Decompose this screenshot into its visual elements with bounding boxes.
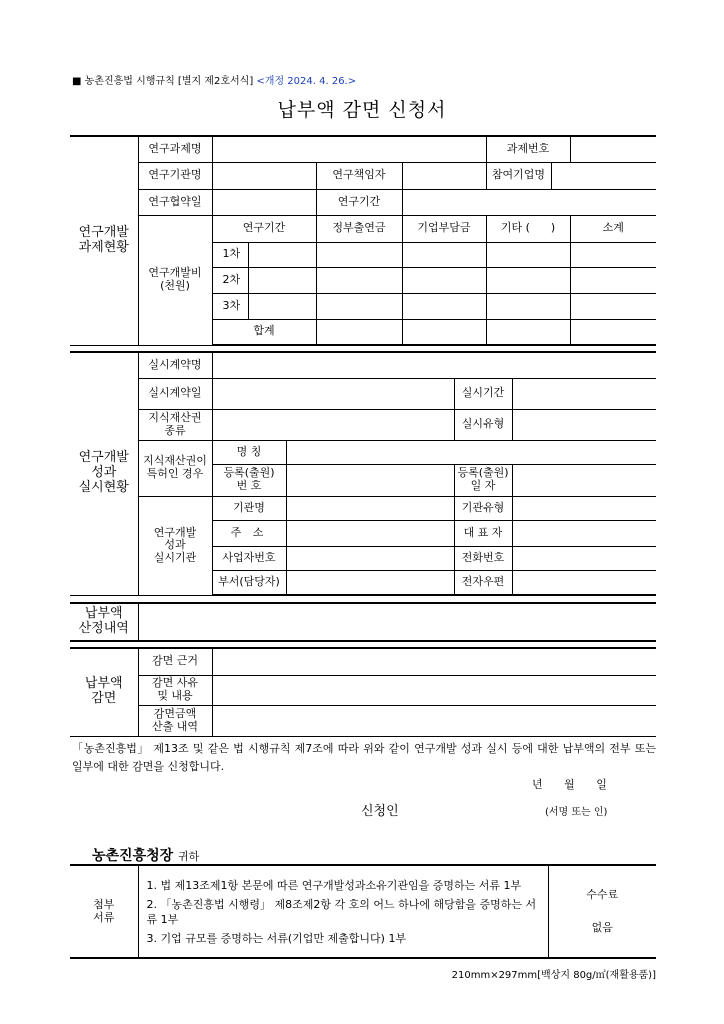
- revision-date: <개정 2024. 4. 26.>: [256, 76, 357, 87]
- section-result-label: 연구개발 성과 실시현황: [70, 352, 138, 595]
- label-rd-cost: 연구개발비 (천원): [138, 215, 212, 345]
- attachments-label: 첨부 서류: [70, 865, 138, 958]
- label-reg-no: 등록(출원) 번 호: [212, 464, 286, 496]
- label-ip-type: 지식재산권 종류: [138, 409, 212, 440]
- input-participating[interactable]: [552, 163, 657, 189]
- year-3-other[interactable]: [486, 293, 570, 319]
- date-line[interactable]: 년 월 일: [532, 778, 607, 791]
- input-agreement-date[interactable]: [212, 189, 316, 215]
- applicant-label: 신청인: [361, 804, 399, 819]
- year-1-company[interactable]: [402, 242, 486, 267]
- label-org-type: 기관유형: [454, 496, 512, 520]
- label-contract-name: 실시계약명: [138, 352, 212, 378]
- header-cost-period: 연구기간: [212, 215, 316, 242]
- attachment-item: 1. 법 제13조제1항 본문에 따른 연구개발성과소유기관임을 증명하는 서류 1부: [146, 878, 522, 892]
- input-representative[interactable]: [512, 520, 656, 546]
- section-payment-label: 납부액 산정내역: [70, 603, 138, 641]
- label-agreement-date: 연구협약일: [138, 189, 212, 215]
- label-exec-org: 연구개발 성과 실시기관: [138, 496, 212, 595]
- year-1-label: 1차: [212, 242, 248, 267]
- year-2-label: 2차: [212, 267, 248, 293]
- year-2-period[interactable]: [248, 267, 316, 293]
- label-participating: 참여기업명: [487, 163, 552, 189]
- fee-cell: [548, 865, 656, 958]
- input-reg-date[interactable]: [512, 464, 656, 496]
- payment-calc-table: [70, 602, 656, 642]
- year-3-company[interactable]: [402, 293, 486, 319]
- recipient-suffix: 귀하: [178, 850, 200, 863]
- form-ref-text: ■ 농촌진흥법 시행규칙 [별지 제2호서식]: [72, 76, 254, 87]
- label-pi: 연구책임자: [316, 162, 402, 189]
- label-biz-no: 사업자번호: [212, 546, 286, 570]
- label-org-name: 기관명: [212, 496, 286, 520]
- label-project-no: 과제번호: [486, 136, 570, 162]
- year-1-other[interactable]: [486, 242, 570, 267]
- header-gov-fund: 정부출연금: [316, 215, 402, 242]
- input-contract-date[interactable]: [212, 378, 454, 409]
- total-label: 합계: [212, 319, 316, 345]
- input-org-name[interactable]: [286, 496, 454, 520]
- header-other: 기타 ( ): [486, 215, 570, 242]
- input-exec-type[interactable]: [512, 409, 656, 440]
- attachments-table: [70, 864, 656, 959]
- label-basis: 감면 근거: [138, 648, 212, 675]
- year-3-subtotal[interactable]: [570, 293, 656, 319]
- label-patent-case: 지식재산권이 특허인 경우: [138, 440, 212, 496]
- input-reason[interactable]: [212, 675, 656, 705]
- attachment-item: 2. 「농촌진흥법 시행령」 제8조제2항 각 호의 어느 하나에 해당함을 증명하는 서류 1부: [146, 897, 537, 926]
- total-other[interactable]: [486, 319, 570, 345]
- total-gov[interactable]: [316, 319, 402, 345]
- year-1-subtotal[interactable]: [570, 242, 656, 267]
- input-org-type[interactable]: [512, 496, 656, 520]
- result-status-table: [70, 351, 656, 596]
- participating-cell: [486, 162, 656, 189]
- input-institution[interactable]: [212, 162, 316, 189]
- label-exec-period: 실시기간: [454, 378, 512, 409]
- application-statement: 「농촌진흥법」 제13조 및 같은 법 시행규칙 제7조에 따라 위와 같이 연구개발 성과 실시 등에 대한 납부액의 전부 또는 일부에 대한 감면을 신청합니다.: [72, 742, 656, 773]
- label-period: 연구기간: [316, 189, 402, 215]
- year-3-label: 3차: [212, 293, 248, 319]
- fee-label: 수수료: [586, 887, 619, 901]
- total-company[interactable]: [402, 319, 486, 345]
- form-reference: [72, 72, 356, 87]
- attachments-list: [138, 865, 548, 958]
- year-2-other[interactable]: [486, 267, 570, 293]
- label-project-name: 연구과제명: [138, 136, 212, 162]
- header-subtotal: 소계: [570, 215, 656, 242]
- input-email[interactable]: [512, 570, 656, 595]
- section-reduction-label: 납부액 감면: [70, 648, 138, 736]
- page-title: 납부액 감면 신청서: [277, 99, 447, 121]
- label-institution: 연구기관명: [138, 162, 212, 189]
- input-basis[interactable]: [212, 648, 656, 675]
- input-reg-no[interactable]: [286, 464, 454, 496]
- recipient: [92, 845, 199, 865]
- paper-spec: 210mm×297mm[백상지 80g/㎡(재활용품)]: [451, 970, 656, 981]
- input-exec-period[interactable]: [512, 378, 656, 409]
- reduction-table: [70, 647, 656, 737]
- signature-note: (서명 또는 인): [545, 807, 608, 818]
- input-project-name[interactable]: [212, 136, 486, 162]
- input-dept[interactable]: [286, 570, 454, 595]
- year-1-gov[interactable]: [316, 242, 402, 267]
- year-2-subtotal[interactable]: [570, 267, 656, 293]
- input-ip-type[interactable]: [212, 409, 454, 440]
- recipient-name: 농촌진흥청장: [92, 848, 174, 864]
- label-patent-name: 명 칭: [212, 440, 286, 464]
- input-patent-name[interactable]: [286, 440, 656, 464]
- label-dept: 부서(담당자): [212, 570, 286, 595]
- input-calc[interactable]: [212, 705, 656, 736]
- label-email: 전자우편: [454, 570, 512, 595]
- header-company-fund: 기업부담금: [402, 215, 486, 242]
- section-project-label: 연구개발 과제현황: [70, 136, 138, 345]
- input-period[interactable]: [402, 189, 656, 215]
- input-payment-calc[interactable]: [138, 603, 656, 641]
- year-1-period[interactable]: [248, 242, 316, 267]
- fee-value: 없음: [591, 920, 613, 934]
- label-address: 주 소: [212, 520, 286, 546]
- input-pi[interactable]: [402, 162, 486, 189]
- year-2-gov[interactable]: [316, 267, 402, 293]
- project-status-table: [70, 135, 656, 346]
- label-reg-date: 등록(출원) 일 자: [454, 464, 512, 496]
- label-reason: 감면 사유 및 내용: [138, 675, 212, 705]
- label-contract-date: 실시계약일: [138, 378, 212, 409]
- year-3-gov[interactable]: [316, 293, 402, 319]
- total-subtotal[interactable]: [570, 319, 656, 345]
- label-exec-type: 실시유형: [454, 409, 512, 440]
- attachment-item: 3. 기업 규모를 증명하는 서류(기업만 제출합니다) 1부: [146, 931, 407, 945]
- input-biz-no[interactable]: [286, 546, 454, 570]
- label-phone: 전화번호: [454, 546, 512, 570]
- label-calc: 감면금액 산출 내역: [138, 705, 212, 736]
- input-phone[interactable]: [512, 546, 656, 570]
- label-representative: 대 표 자: [454, 520, 512, 546]
- year-2-company[interactable]: [402, 267, 486, 293]
- input-contract-name[interactable]: [212, 352, 656, 378]
- year-3-period[interactable]: [248, 293, 316, 319]
- input-project-no[interactable]: [570, 136, 656, 162]
- input-address[interactable]: [286, 520, 454, 546]
